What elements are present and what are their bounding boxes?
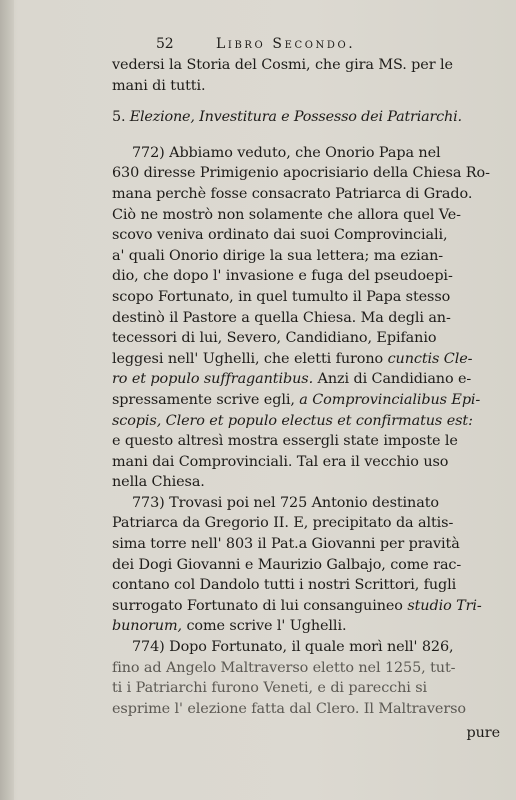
text-line: spressamente scrive egli, a Comprovincialibus Epi- [112, 391, 481, 408]
text-line: nella Chiesa. [112, 474, 205, 491]
running-head: Libro Secondo. [216, 36, 356, 52]
latin-quote: studio Tri- [407, 597, 482, 614]
text-line: dio, che dopo l' invasione e fuga del pseudoepi- [112, 268, 453, 285]
text-line: a' quali Onorio dirige la sua lettera; ma ezian- [112, 247, 444, 264]
text-line: scovo veniva ordinato dai suoi Comprovinciali, [112, 227, 448, 244]
latin-quote: cunctis Cle- [387, 350, 473, 367]
text-line: destinò il Pastore a quella Chiesa. Ma degli an- [112, 309, 451, 326]
catchword: pure [466, 725, 500, 742]
section-heading [112, 107, 502, 128]
paragraph-772 [112, 143, 502, 493]
text-line: Patriarca da Gregorio II. E, precipitato da altis- [112, 515, 454, 532]
text-line: mana perchè fosse consacrato Patriarca di Grado. [112, 185, 473, 202]
text-line: dei Dogi Giovanni e Maurizio Galbajo, come rac- [112, 556, 462, 573]
text-line: contano col Dandolo tutti i nostri Scrittori, fugli [112, 577, 457, 594]
text-line [112, 411, 502, 432]
text-line: Ciò ne mostrò non solamente che allora quel Ve- [112, 206, 461, 223]
text-line: bunorum, come scrive l' Ughelli. [112, 618, 347, 635]
text-line: mani di tutti. [112, 77, 206, 94]
text-line: 772) Abbiamo veduto, che Onorio Papa nel [132, 144, 441, 161]
page-header [112, 34, 502, 55]
text-line: tecessori di lui, Severo, Candidiano, Epifanio [112, 330, 437, 347]
page-gutter [0, 0, 14, 800]
text-line: 774) Dopo Fortunato, il quale morì nell' 826, [132, 639, 454, 656]
text-line: scopo Fortunato, in quel tumulto il Papa stesso [112, 288, 451, 305]
text-line: e questo altresì mostra essergli state imposte le [112, 433, 458, 450]
text-block [112, 34, 502, 744]
text-line: 773) Trovasi poi nel 725 Antonio destinato [132, 494, 439, 511]
text-line: vedersi la Storia del Cosmi, che gira MS. per le [112, 57, 453, 73]
text-line: ti i Patriarchi furono Veneti, e di parecchi si [112, 680, 428, 697]
text-line: fino ad Angelo Maltraverso eletto nel 1255, tut- [112, 659, 456, 676]
latin-quote: a Comprovincialibus Epi- [299, 391, 481, 408]
text-line: sima torre nell' 803 il Pat.a Giovanni per pravità [112, 536, 460, 553]
latin-quote: ro et populo suffragantibus. [112, 371, 314, 388]
latin-quote: bunorum, [112, 618, 182, 635]
text-line: ro et populo suffragantibus. Anzi di Candidiano e- [112, 371, 472, 388]
text-line: mani dai Comprovinciali. Tal era il vecchio uso [112, 453, 449, 470]
latin-quote: scopis, Clero et populo electus et confirmatus est: [112, 412, 473, 429]
text-line: 630 diresse Primigenio apocrisiario della Chiesa Ro- [112, 165, 490, 182]
page-number: 52 [156, 36, 174, 52]
section-number: 5. [112, 109, 126, 126]
paragraph-773 [112, 493, 502, 637]
text-line: surrogato Fortunato di lui consanguineo studio Tri- [112, 597, 482, 614]
paragraph-774 [112, 637, 502, 719]
text-line: leggesi nell' Ughelli, che eletti furono cunctis Cle- [112, 350, 473, 367]
section-title: Elezione, Investitura e Possesso dei Patriarchi. [129, 109, 462, 126]
text-line: esprime l' elezione fatta dal Clero. Il Maltraverso [112, 700, 466, 717]
